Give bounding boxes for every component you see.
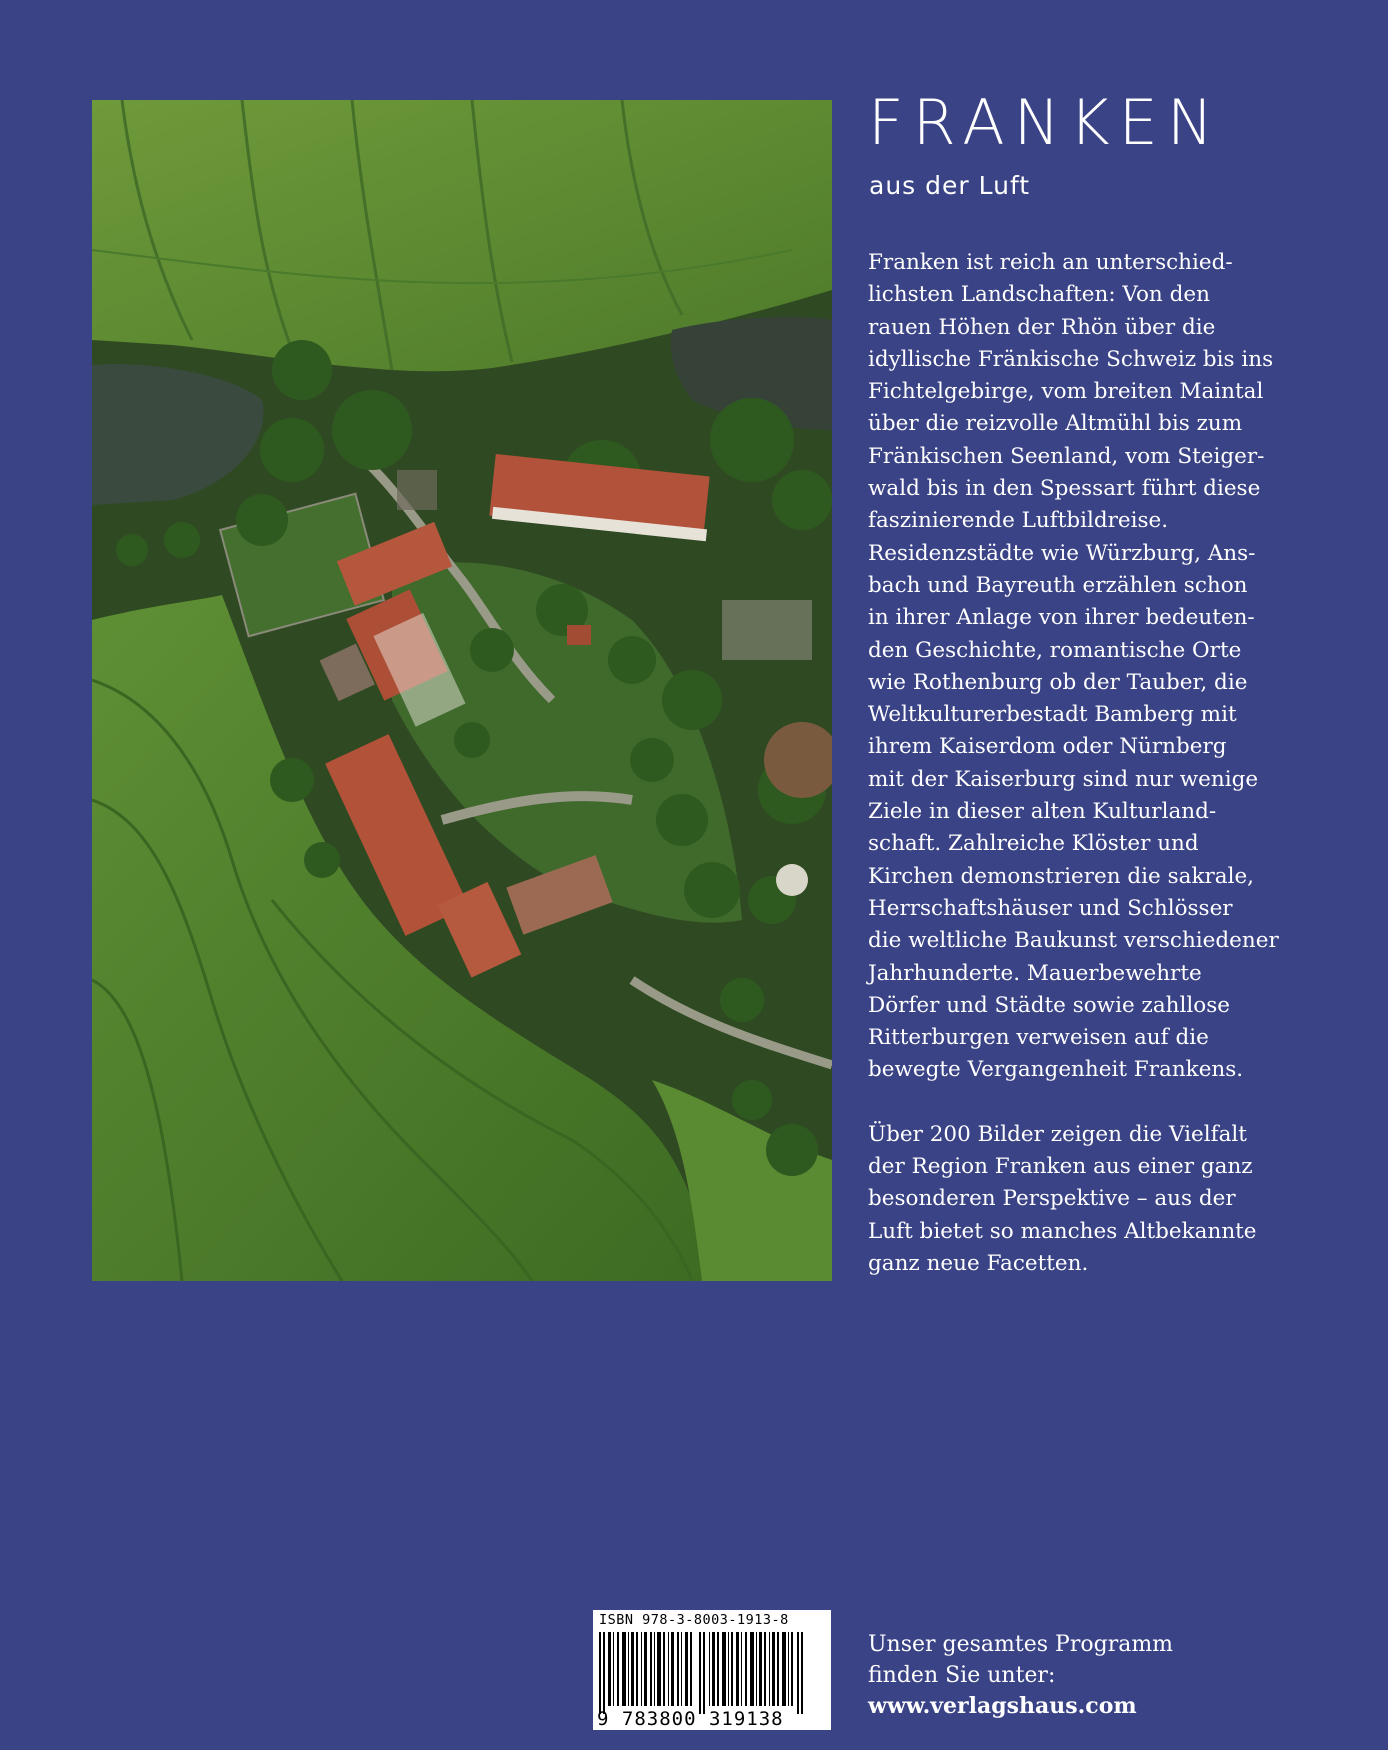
paragraph-gap — [868, 1087, 1338, 1119]
isbn-label: ISBN 978-3-8003-1913-8 — [599, 1612, 789, 1628]
paragraph-line: Herrschaftshäuser und Schlösser — [868, 895, 1233, 921]
paragraph-line: Ziele in dieser alten Kulturland- — [868, 799, 1217, 825]
paragraph-line: Luft bietet so manches Altbekannte — [868, 1218, 1257, 1244]
paragraph-line: ganz neue Facetten. — [868, 1250, 1089, 1276]
publisher-url: www.verlagshaus.com — [868, 1693, 1137, 1719]
paragraph-line: den Geschichte, romantische Orte — [868, 637, 1242, 663]
paragraph-line: wald bis in den Spessart führt diese — [868, 476, 1261, 502]
book-subtitle: aus der Luft — [869, 171, 1031, 200]
paragraph-line: Ritterburgen verweisen auf die — [868, 1025, 1209, 1051]
program-line-1: Unser gesamtes Programm — [868, 1632, 1174, 1657]
paragraph-line: ihrem Kaiserdom oder Nürnberg — [868, 734, 1227, 760]
paragraph-line: mit der Kaiserburg sind nur wenige — [868, 766, 1259, 792]
paragraph-line: faszinierende Luftbildreise. — [868, 508, 1169, 534]
publisher-info — [868, 1629, 1173, 1722]
paragraph-line: die weltliche Baukunst verschiedener — [868, 928, 1279, 954]
paragraph-line: Jahrhunderte. Mauerbewehrte — [868, 960, 1202, 986]
paragraph-line: Weltkulturerbestadt Bamberg mit — [868, 702, 1237, 728]
paragraph-line: Franken ist reich an unterschied- — [868, 250, 1233, 275]
aerial-photo-illustration — [92, 100, 832, 1281]
paragraph-line: besonderen Perspektive – aus der — [868, 1186, 1236, 1212]
book-title: FRANKEN — [868, 86, 1223, 159]
paragraph-line: lichsten Landschaften: Von den — [868, 282, 1210, 308]
paragraph-line: Über 200 Bilder zeigen die Vielfalt — [868, 1121, 1247, 1147]
isbn-barcode — [593, 1610, 831, 1730]
paragraph-line: schaft. Zahlreiche Klöster und — [868, 831, 1199, 857]
paragraph-line: in ihrer Anlage von ihrer bedeuten- — [868, 605, 1255, 631]
paragraph-line: rauen Höhen der Rhön über die — [868, 314, 1216, 340]
paragraph-line: über die reizvolle Altmühl bis zum — [868, 411, 1243, 437]
paragraph-line: bach und Bayreuth erzählen schon — [868, 572, 1248, 598]
paragraph-line: Kirchen demonstrieren die sakrale, — [868, 863, 1255, 889]
paragraph-line: Dörfer und Städte sowie zahllose — [868, 992, 1230, 1018]
blurb-text — [868, 247, 1338, 1280]
aerial-farm-photo — [92, 100, 832, 1281]
paragraph-line: Fichtelgebirge, vom breiten Maintal — [868, 379, 1264, 405]
paragraph-line: idyllische Fränkische Schweiz bis ins — [868, 346, 1274, 372]
paragraph-line: Fränkischen Seenland, vom Steiger- — [868, 443, 1265, 469]
paragraph-line: wie Rothenburg ob der Tauber, die — [868, 669, 1248, 695]
paragraph-line: Residenzstädte wie Würzburg, Ans- — [868, 540, 1256, 566]
ean-digits: 9 783800 319138 — [597, 1708, 784, 1730]
paragraph-line: bewegte Vergangenheit Frankens. — [868, 1057, 1244, 1083]
paragraph-line: der Region Franken aus einer ganz — [868, 1154, 1253, 1180]
program-line-2: finden Sie unter: — [868, 1663, 1056, 1688]
